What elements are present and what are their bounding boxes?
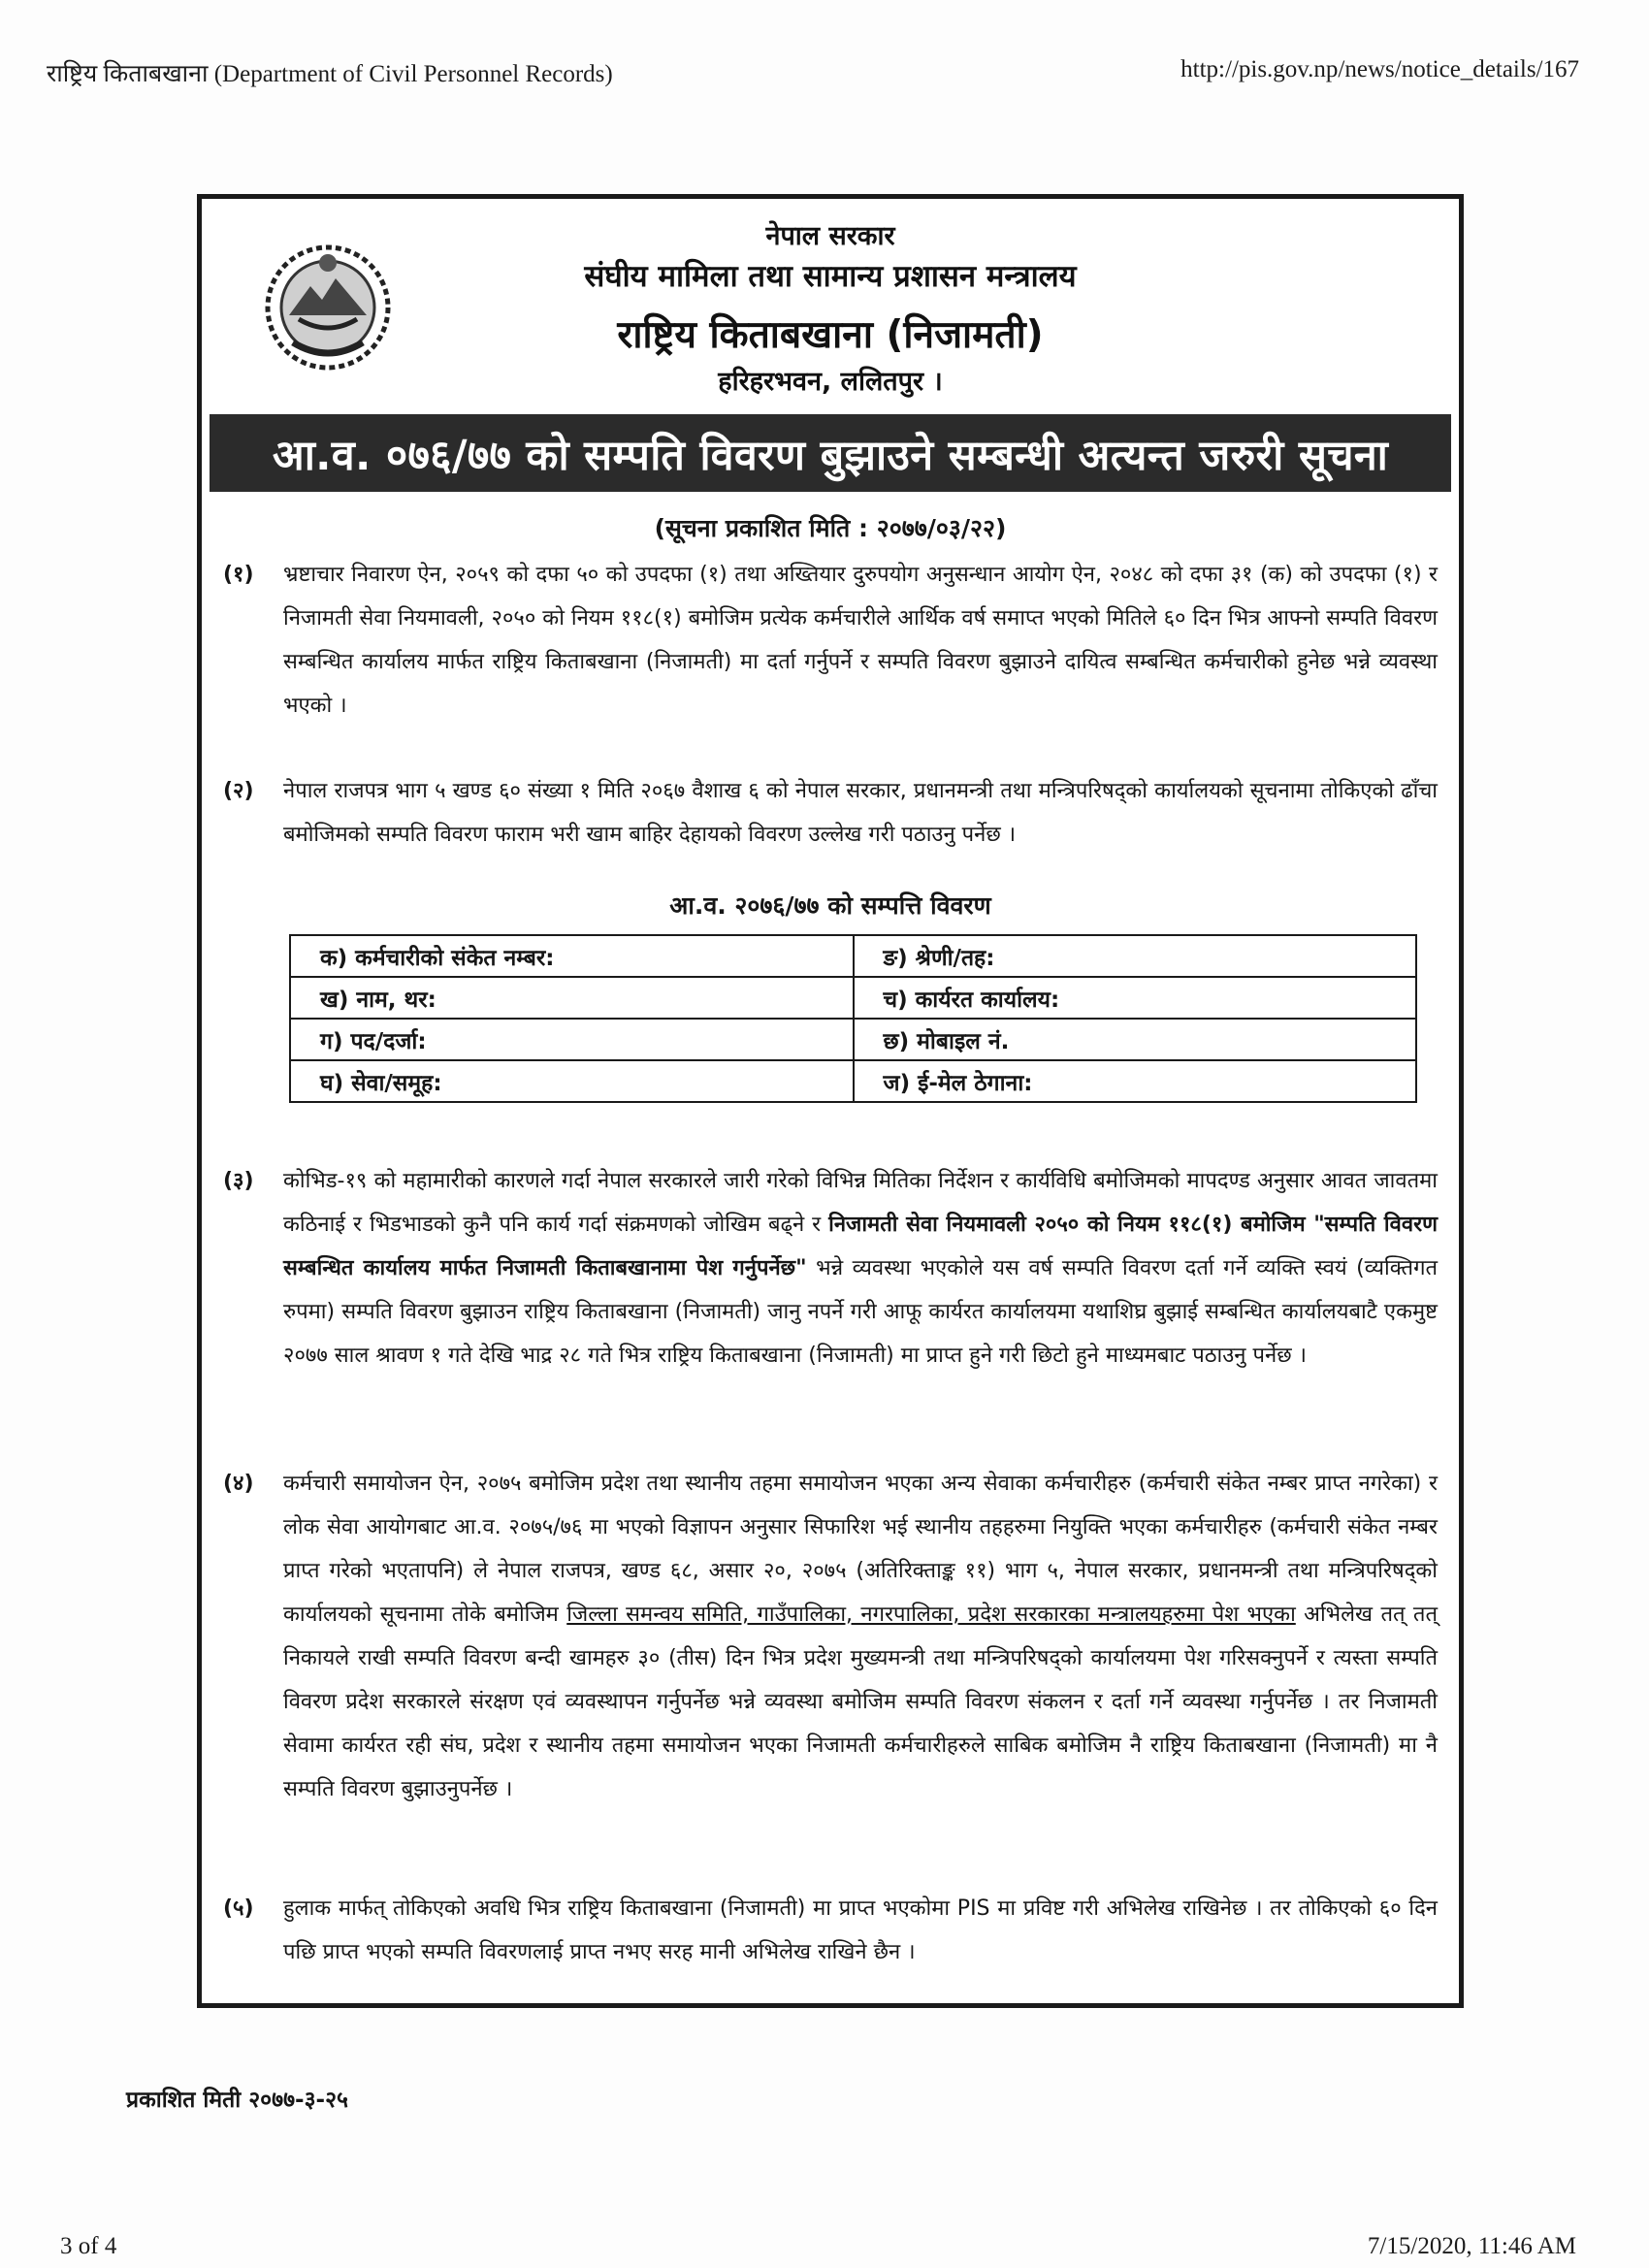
table-row [290,935,1416,977]
notice-title-banner: आ.व. ०७६/७७ को सम्पति विवरण बुझाउने सम्बन्धी अत्यन्त जरुरी सूचना [210,414,1451,492]
paragraph-5 [223,1887,1438,1974]
paragraph-4 [223,1462,1438,1811]
org-line-ministry: संघीय मामिला तथा सामान्य प्रशासन मन्त्रालय [584,259,1077,294]
paragraph-text: भ्रष्टाचार निवारण ऐन, २०५९ को दफा ५० को उपदफा (१) तथा अख्तियार दुरुपयोग अनुसन्धान आयोग ऐन, २०४८ को दफा ३१ (क) को उपदफा (१) र निजामती सेवा नियमावली, २०५० को नियम ११८(१) बमोजिम प्रत्येक कर्मचारीले आर्थिक वर्ष समाप्त भएको मितिले ६० दिन भित्र आफ्नो सम्पति विवरण सम्बन्धित कार्यालय मार्फत राष्ट्रिय किताबखाना (निजामती) मा दर्ता गर्नुपर्ने र सम्पति विवरण बुझाउने दायित्व सम्बन्धित कर्मचारीको हुनेछ भन्ने व्यवस्था भएको । [283,563,1438,718]
print-header-url: http://pis.gov.np/news/notice_details/167 [1180,56,1579,82]
notice-published-date: (सूचना प्रकाशित मिति : २०७७/०३/२२) [654,514,1007,542]
paragraph-1 [223,553,1438,728]
paragraph-text-underlined: जिल्ला समन्वय समिति, गाउँपालिका, नगरपालिका, प्रदेश सरकारका मन्त्रालयहरुमा पेश भएका [566,1603,1296,1627]
org-line-government: नेपाल सरकार [765,221,895,251]
org-line-office: राष्ट्रिय किताबखाना (निजामती) [617,313,1044,357]
notice-box [197,194,1464,2008]
paragraph-text: हुलाक मार्फत् तोकिएको अवधि भित्र राष्ट्रिय किताबखाना (निजामती) मा प्राप्त भएकोमा PIS मा प्रविष्ट गरी अभिलेख राखिनेछ । तर तोकिएको ६० दिन पछि प्राप्त भएको सम्पति विवरणलाई प्राप्त नभए सरह मानी अभिलेख राखिने छैन । [283,1896,1438,1964]
table-row [290,977,1416,1019]
paragraph-number: (५) [223,1896,254,1921]
form-cell: ङ) श्रेणी/तह: [854,935,1417,977]
paragraph-text-part: कर्मचारी समायोजन ऐन, २०७५ बमोजिम प्रदेश तथा स्थानीय तहमा समायोजन भएका अन्य सेवाका कर्मचारीहरु (कर्मचारी संकेत नम्बर प्राप्त नगरेका) र लोक सेवा आयोगबाट आ.व. २०७५/७६ मा भएको विज्ञापन अनुसार सिफारिश भई स्थानीय तहहरुमा नियुक्ति भएका कर्मचारीहरु (कर्मचारी संकेत नम्बर प्राप्त गरेको भएतापनि) ले नेपाल राजपत्र, खण्ड ६८, असार २०, २०७५ (अतिरिक्ताङ्क ११) भाग ५, नेपाल सरकार, प्रधानमन्त्री तथा मन्त्रिपरिषद्को कार्यालयको सूचनामा तोके बमोजिम [283,1472,1438,1627]
form-cell: ख) नाम, थर: [290,977,854,1019]
form-cell: ज) ई-मेल ठेगाना: [854,1060,1417,1102]
paragraph-text: नेपाल राजपत्र भाग ५ खण्ड ६० संख्या १ मिति २०६७ वैशाख ६ को नेपाल सरकार, प्रधानमन्त्री तथा मन्त्रिपरिषद्को कार्यालयको सूचनामा तोकिएको ढाँचा बमोजिमको सम्पति विवरण फाराम भरी खाम बाहिर देहायको विवरण उल्लेख गरी पठाउनु पर्नेछ । [283,779,1438,847]
form-cell: छ) मोबाइल नं. [854,1019,1417,1060]
paragraph-text-part: अभिलेख तत् तत् निकायले राखी सम्पति विवरण बन्दी खामहरु ३० (तीस) दिन भित्र प्रदेश मुख्यमन्त्री तथा मन्त्रिपरिषद्को कार्यालयमा पेश गरिसक्नुपर्ने र त्यस्ता सम्पति विवरण प्रदेश सरकारले संरक्षण एवं व्यवस्थापन गर्नुपर्नेछ भन्ने व्यवस्था बमोजिम सम्पति विवरण संकलन र दर्ता गर्ने व्यवस्था गर्नुपर्नेछ । तर निजामती सेवामा कार्यरत रही संघ, प्रदेश र स्थानीय तहमा समायोजन भएका निजामती कर्मचारीहरुले साबिक बमोजिम नै राष्ट्रिय किताबखाना (निजामती) मा नै सम्पति विवरण बुझाउनुपर्नेछ । [283,1603,1438,1801]
table-row [290,1060,1416,1102]
asset-envelope-form [289,934,1417,1103]
print-header-title: राष्ट्रिय किताबखाना (Department of Civil Personnel Records) [47,61,613,87]
paragraph-text-part: भन्ने व्यवस्था भएकोले यस वर्ष सम्पति विवरण दर्ता गर्ने व्यक्ति स्वयं (व्यक्तिगत रुपमा) सम्पति विवरण बुझाउन राष्ट्रिय किताबखाना (निजामती) जानु नपर्ने गरी आफू कार्यरत कार्यालयमा यथाशिघ्र बुझाई सम्बन्धित कार्यालयबाटै एकमुष्ट २०७७ साल श्रावण १ गते देखि भाद्र २८ गते भित्र राष्ट्रिय किताबखाना (निजामती) मा प्राप्त हुने गरी छिटो हुने माध्यमबाट पठाउनु पर्नेछ । [283,1256,1438,1368]
paragraph-text-emphasis: निजामती सेवा नियमावली २०५० को नियम ११८(१) बमोजिम "सम्पति विवरण सम्बन्धित कार्यालय मार्फत निजामती किताबखानामा पेश गर्नुपर्नेछ" [283,1213,1438,1280]
paragraph-number: (४) [223,1472,254,1496]
form-cell: च) कार्यरत कार्यालय: [854,977,1417,1019]
table-row [290,1019,1416,1060]
print-footer-page: 3 of 4 [60,2233,117,2259]
form-cell: क) कर्मचारीको संकेत नम्बर: [290,935,854,977]
paragraph-number: (१) [223,563,254,587]
paragraph-number: (२) [223,779,254,803]
org-line-address: हरिहरभवन, ललितपुर । [718,367,943,397]
paragraph-2 [223,769,1438,857]
form-cell: ग) पद/दर्जा: [290,1019,854,1060]
print-footer-timestamp: 7/15/2020, 11:46 AM [1367,2233,1576,2259]
paragraph-text [283,1159,1438,1377]
published-on-line: प्रकाशित मिती २०७७-३-२५ [126,2088,349,2113]
paragraph-text-part: कोभिड-१९ को महामारीको कारणले गर्दा नेपाल सरकारले जारी गरेको विभिन्न मितिका निर्देशन र कार्यविधि बमोजिमको मापदण्ड अनुसार आवत जावतमा कठिनाई र भिडभाडको कुनै पनि कार्य गर्दा संक्रमणको जोखिम बढ्ने र [283,1169,1438,1237]
paragraph-number: (३) [223,1169,254,1193]
asset-form-title: आ.व. २०७६/७७ को सम्पत्ति विवरण [669,891,991,920]
form-cell: घ) सेवा/समूह: [290,1060,854,1102]
paragraph-text [283,1462,1438,1811]
paragraph-3 [223,1159,1438,1377]
